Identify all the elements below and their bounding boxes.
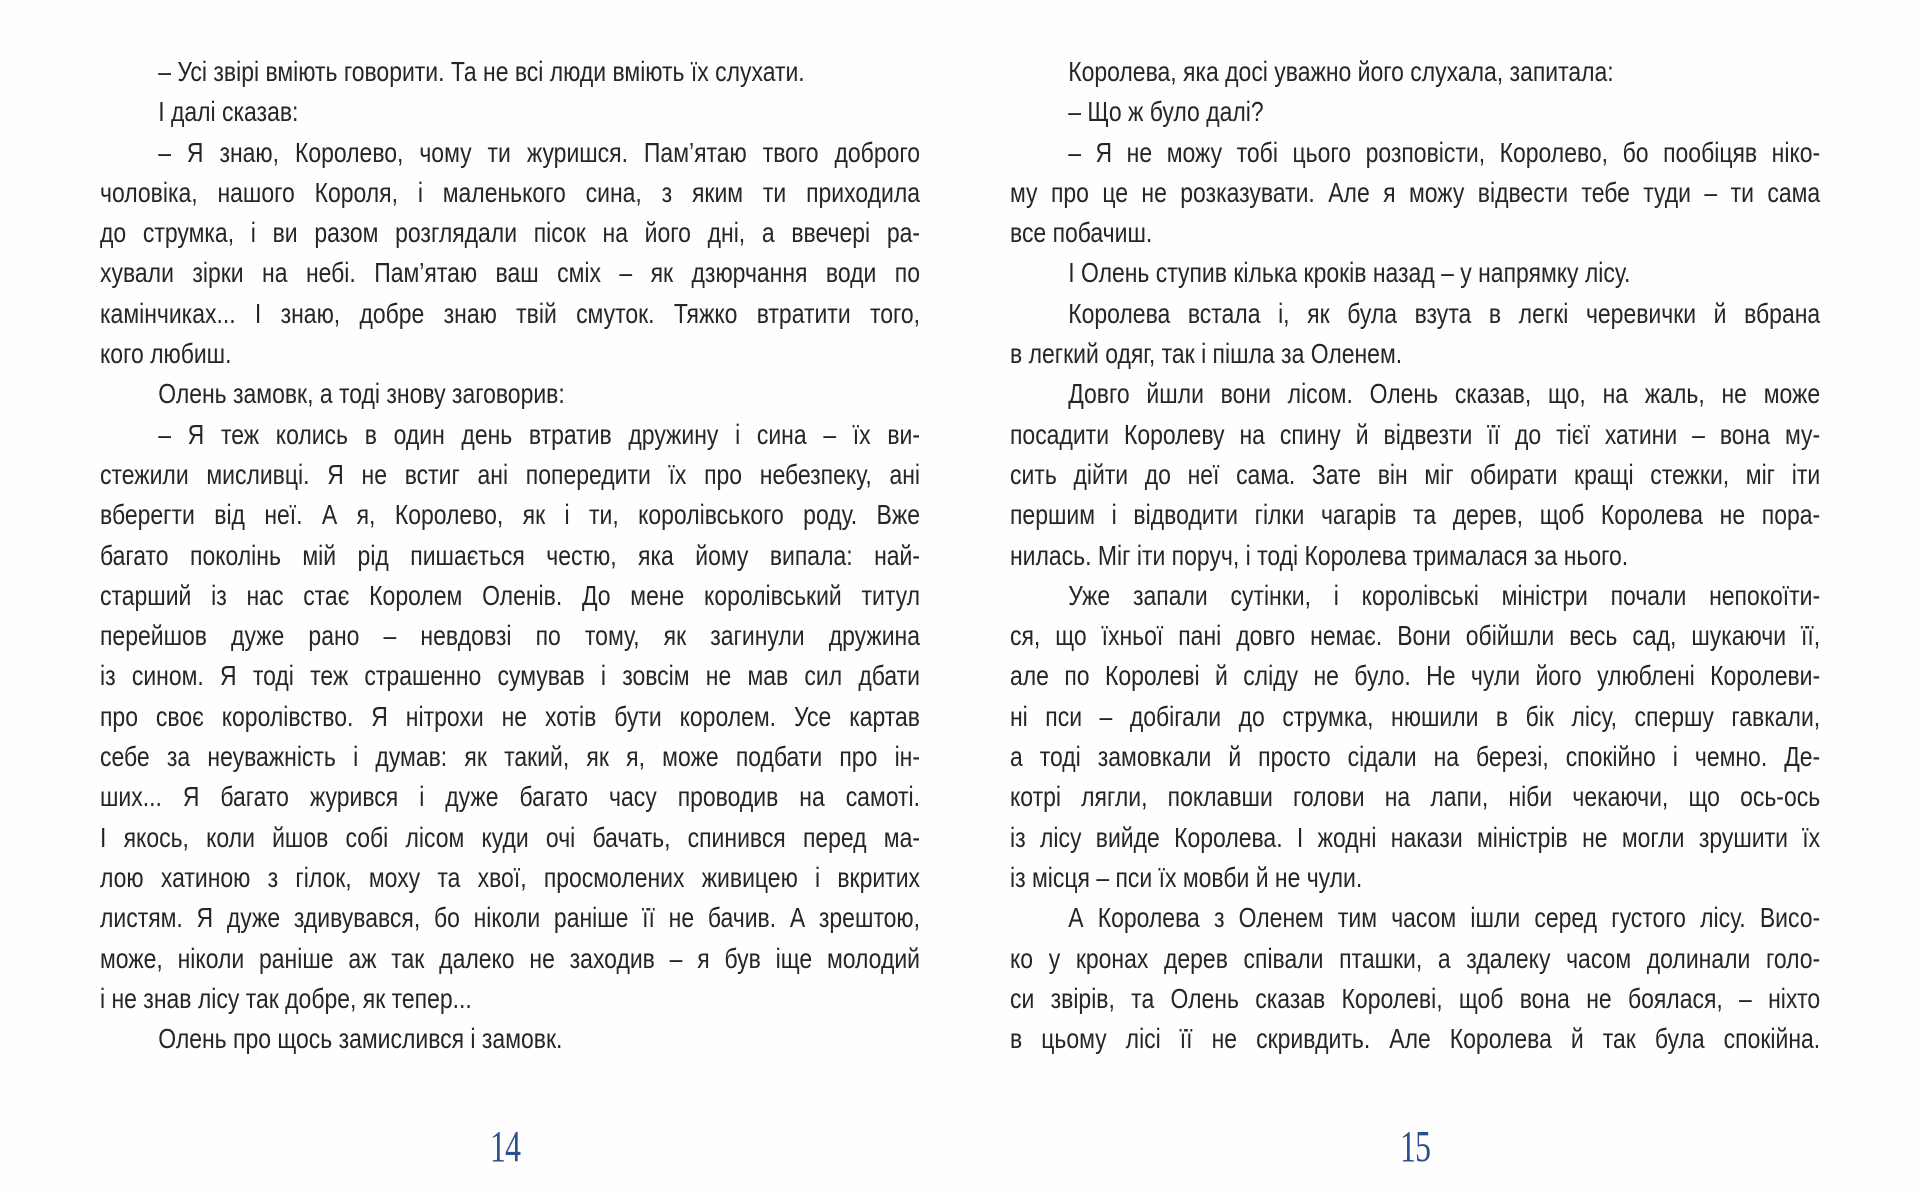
text-line <box>100 536 920 576</box>
text-line-content: старший із нас стає Королем Оленів. До мене королівський титул <box>100 579 920 611</box>
text-line <box>100 697 920 737</box>
text-line-content: хували зірки на небі. Пам’ятаю ваш сміх – як дзюрчання води по <box>100 257 920 289</box>
text-line-content: ні пси – добігали до струмка, нюшили в бік лісу, спершу гавкали, <box>1010 700 1821 732</box>
text-line-content: ся, що їхньої пані довго немає. Вони обійшли весь сад, шукаючи її, <box>1010 620 1821 652</box>
text-line <box>100 737 920 777</box>
text-line <box>1010 616 1820 656</box>
text-line-content: – Я знаю, Королево, чому ти журишся. Пам’ятаю твого доброго <box>158 136 921 168</box>
text-line <box>1010 455 1820 495</box>
text-line <box>100 898 920 938</box>
text-line <box>100 858 920 898</box>
text-line <box>1010 374 1820 414</box>
text-line-content: му про це не розказувати. Але я можу відвести тебе туди – ти сама <box>1010 176 1821 208</box>
right-page <box>960 0 1920 1190</box>
text-line <box>1010 415 1820 455</box>
text-line-content: багато поколінь мій рід пишається честю, яка йому випала: най- <box>100 539 920 571</box>
text-line <box>1010 495 1820 535</box>
text-line <box>1010 1019 1820 1059</box>
text-line <box>1010 979 1820 1019</box>
text-line-content: нилась. Міг іти поруч, і тоді Королева трималася за нього. <box>1010 539 1629 571</box>
text-line-content: посадити Королеву на спину й відвезти її до тієї хатини – вона му- <box>1010 418 1821 450</box>
text-line-content: си звірів, та Олень сказав Королеві, щоб вона не боялася, – ніхто <box>1010 982 1821 1014</box>
left-page-text <box>100 52 920 1059</box>
text-line-content: кого любиш. <box>100 338 232 370</box>
text-line-content: І якось, коли йшов собі лісом куди очі бачать, спинився перед ма- <box>100 821 920 853</box>
text-line-content: першим і відводити гілки чагарів та дерев, щоб Королева не пора- <box>1010 499 1821 531</box>
page-number-right: 15 <box>1400 1122 1431 1171</box>
text-line-content: камінчиках... І знаю, добре знаю твій смуток. Тяжко втратити того, <box>100 297 920 329</box>
text-line-content: – Що ж було далі? <box>1068 96 1264 128</box>
text-line-content: стежили мисливці. Я не встиг ані попередити їх про небезпеку, ані <box>100 458 920 490</box>
text-line-content: в цьому лісі її не скривдить. Але Королева й так була спокійна. <box>1010 1023 1821 1055</box>
text-line-content: ших... Я багато журився і дуже багато часу проводив на самоті. <box>100 781 920 813</box>
text-line <box>100 979 920 1019</box>
text-line <box>1010 253 1820 293</box>
text-line-content: Уже запали сутінки, і королівські міністри почали непокоїти- <box>1068 579 1821 611</box>
text-line <box>100 576 920 616</box>
text-line-content: А Королева з Оленем тим часом ішли серед густого лісу. Висо- <box>1068 902 1821 934</box>
text-line-content: все побачиш. <box>1010 217 1153 249</box>
page-number-left: 14 <box>490 1122 521 1171</box>
text-line <box>1010 92 1820 132</box>
text-line <box>100 495 920 535</box>
text-line-content: І далі сказав: <box>158 96 299 128</box>
text-line <box>100 173 920 213</box>
text-line <box>100 777 920 817</box>
text-line-content: Олень замовк, а тоді знову заговорив: <box>158 378 565 410</box>
text-line-content: в легкий одяг, так і пішла за Оленем. <box>1010 338 1403 370</box>
text-line <box>1010 858 1820 898</box>
text-line <box>100 455 920 495</box>
text-line <box>1010 737 1820 777</box>
text-line-content: листям. Я дуже здивувався, бо ніколи раніше її не бачив. А зрештою, <box>100 902 920 934</box>
text-line <box>1010 173 1820 213</box>
text-line <box>100 374 920 414</box>
text-line-content: І Олень ступив кілька кроків назад – у напрямку лісу. <box>1068 257 1631 289</box>
text-line <box>100 656 920 696</box>
text-line-content: чоловіка, нашого Короля, і маленького сина, з яким ти приходила <box>100 176 920 208</box>
text-line <box>100 253 920 293</box>
text-line <box>100 52 920 92</box>
text-line <box>100 616 920 656</box>
text-line-content: а тоді замовкали й просто сідали на березі, спокійно і чемно. Де- <box>1010 741 1821 773</box>
text-line-content: Довго йшли вони лісом. Олень сказав, що, на жаль, не може <box>1068 378 1821 410</box>
text-line-content: котрі лягли, поклавши голови на лапи, ніби чекаючи, що ось-ось <box>1010 781 1821 813</box>
right-page-text <box>1010 52 1820 1059</box>
text-line <box>1010 818 1820 858</box>
text-line-content: сить дійти до неї сама. Зате він міг обирати кращі стежки, міг іти <box>1010 458 1821 490</box>
text-line-content: лою хатиною з гілок, моху та хвої, просмолених живицею і вкритих <box>100 861 920 893</box>
text-line <box>1010 939 1820 979</box>
text-line <box>1010 898 1820 938</box>
text-line-content: і не знав лісу так добре, як тепер... <box>100 982 472 1014</box>
text-line-content: – Я не можу тобі цього розповісти, Королево, бо пообіцяв ніко- <box>1068 136 1821 168</box>
text-line <box>1010 697 1820 737</box>
text-line-content: може, ніколи раніше аж так далеко не заходив – я був іще молодий <box>100 942 920 974</box>
text-line-content: із сином. Я тоді теж страшенно сумував і зовсім не мав сил дбати <box>100 660 920 692</box>
text-line <box>1010 294 1820 334</box>
text-line-content: Королева встала і, як була взута в легкі черевички й вбрана <box>1068 297 1821 329</box>
text-line <box>100 1019 920 1059</box>
text-line <box>100 818 920 858</box>
text-line <box>1010 777 1820 817</box>
text-line <box>1010 334 1820 374</box>
text-line-content: із лісу вийде Королева. І жодні накази міністрів не могли зрушити їх <box>1010 821 1821 853</box>
text-line <box>100 939 920 979</box>
text-line <box>100 334 920 374</box>
text-line-content: перейшов дуже рано – невдовзі по тому, як загинули дружина <box>100 620 920 652</box>
text-line <box>1010 133 1820 173</box>
text-line-content: себе за неуважність і думав: як такий, як я, може подбати про ін- <box>100 741 920 773</box>
text-line-content: ко у кронах дерев співали пташки, а здалеку часом долинали голо- <box>1010 942 1821 974</box>
text-line <box>1010 576 1820 616</box>
text-line-content: – Я теж колись в один день втратив дружину і сина – їх ви- <box>158 418 921 450</box>
text-line-content: про своє королівство. Я нітрохи не хотів бути королем. Усе картав <box>100 700 920 732</box>
text-line <box>100 213 920 253</box>
text-line-content: але по Королеві й сліду не було. Не чули його улюблені Королеви- <box>1010 660 1821 692</box>
text-line-content: до струмка, і ви разом розглядали пісок на його дні, а ввечері ра- <box>100 217 920 249</box>
text-line <box>1010 213 1820 253</box>
text-line-content: вберегти від неї. А я, Королево, як і ти, королівського роду. Вже <box>100 499 920 531</box>
text-line-content: – Усі звірі вміють говорити. Та не всі люди вміють їх слухати. <box>158 56 805 87</box>
text-line <box>100 294 920 334</box>
text-line <box>1010 52 1820 92</box>
text-line <box>1010 656 1820 696</box>
text-line-content: Королева, яка досі уважно його слухала, запитала: <box>1068 56 1614 87</box>
text-line <box>100 415 920 455</box>
text-line-content: Олень про щось замислився і замовк. <box>158 1023 563 1055</box>
text-line <box>100 92 920 132</box>
text-line <box>100 133 920 173</box>
text-line <box>1010 536 1820 576</box>
text-line-content: із місця – пси їх мовби й не чули. <box>1010 861 1363 893</box>
